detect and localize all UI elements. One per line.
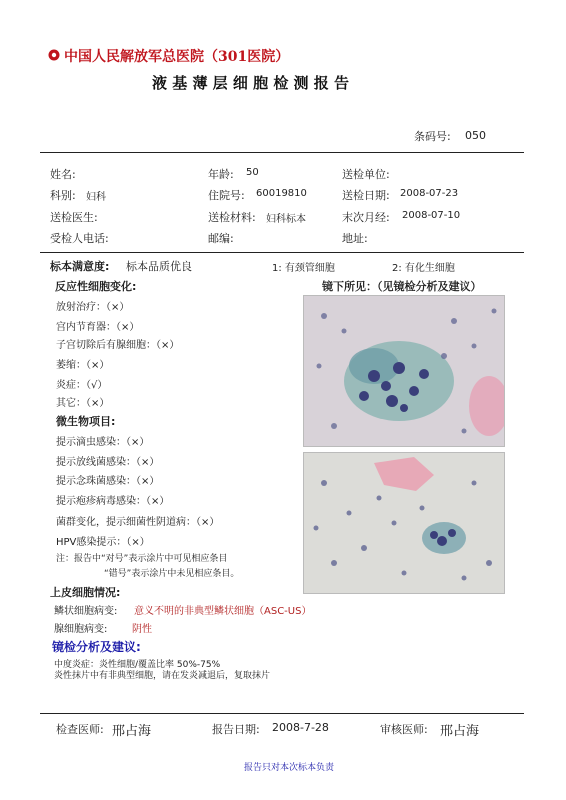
microbe-heading: 微生物项目: bbox=[56, 415, 116, 428]
specimen-item-1: 1: 有颈管细胞 bbox=[272, 263, 335, 274]
phone-label: 受检人电话: bbox=[50, 232, 109, 245]
reactive-item: 宫内节育器：（×） bbox=[56, 322, 140, 333]
cytology-image-2 bbox=[303, 452, 505, 594]
microbe-item: 菌群变化，提示细菌性阴道病：（×） bbox=[56, 517, 220, 528]
reactive-item: 炎症：（√） bbox=[56, 380, 108, 391]
epithelial-heading: 上皮细胞情况: bbox=[50, 586, 121, 599]
barcode-label: 条码号: bbox=[414, 130, 451, 143]
specimen-label: 标本满意度: bbox=[50, 260, 110, 273]
lmp-value: 2008-07-10 bbox=[402, 210, 461, 221]
reactive-item: 放射治疗：（×） bbox=[56, 302, 130, 313]
report-title: 液 基 薄 层 细 胞 检 测 报 告 bbox=[152, 74, 350, 92]
address-label: 地址: bbox=[342, 232, 368, 245]
microbe-item: 提示念珠菌感染：（×） bbox=[56, 476, 160, 487]
reactive-item: 其它：（×） bbox=[56, 398, 110, 409]
micro-heading: 镜下所见：（见镜检分析及建议） bbox=[322, 280, 482, 293]
patient-divider bbox=[40, 252, 524, 253]
squamous-label: 鳞状细胞病变: bbox=[54, 606, 118, 617]
lmp-label: 末次月经: bbox=[342, 211, 390, 224]
gland-label: 腺细胞病变: bbox=[54, 624, 108, 635]
microbe-item: 提示疱疹病毒感染：（×） bbox=[56, 496, 170, 507]
note-line-2: “错号”表示涂片中未见相应条目。 bbox=[104, 569, 240, 579]
unit-label: 送检单位: bbox=[342, 168, 390, 181]
cytology-image-1 bbox=[303, 295, 505, 447]
footer-divider bbox=[40, 713, 524, 714]
gland-value: 阴性 bbox=[132, 624, 152, 635]
date-value: 2008-07-23 bbox=[400, 188, 459, 199]
examiner-label: 检查医师: bbox=[56, 723, 104, 736]
hospital-logo-icon bbox=[48, 49, 60, 61]
note-line-1: 注：报告中“对号”表示涂片中可见相应条目 bbox=[56, 554, 228, 564]
squamous-value: 意义不明的非典型鳞状细胞（ASC-US） bbox=[134, 606, 312, 617]
reactive-item: 萎缩：（×） bbox=[56, 360, 110, 371]
microbe-item: 提示放线菌感染：（×） bbox=[56, 457, 160, 468]
report-date-value: 2008-7-28 bbox=[272, 721, 329, 734]
analysis-heading: 镜检分析及建议: bbox=[52, 640, 141, 654]
reviewer-label: 审核医师: bbox=[380, 723, 428, 736]
microbe-item: HPV感染提示：（×） bbox=[56, 537, 150, 548]
reactive-heading: 反应性细胞变化: bbox=[55, 280, 137, 293]
report-date-label: 报告日期: bbox=[212, 723, 260, 736]
postcode-label: 邮编: bbox=[208, 232, 234, 245]
barcode-value: 050 bbox=[465, 129, 486, 142]
admission-value: 60019810 bbox=[256, 188, 307, 199]
patient-name-label: 姓名: bbox=[50, 168, 76, 181]
date-label: 送检日期: bbox=[342, 189, 390, 202]
reviewer-signature: 邢占海 bbox=[440, 724, 480, 739]
reactive-item: 子宫切除后有腺细胞：（×） bbox=[56, 340, 180, 351]
analysis-line-2: 炎性抹片中有非典型细胞，请在发炎减退后，复取抹片 bbox=[54, 671, 271, 681]
dept-value: 妇科 bbox=[86, 192, 106, 203]
material-label: 送检材料: bbox=[208, 211, 256, 224]
admission-label: 住院号: bbox=[208, 189, 245, 202]
dept-label: 科别: bbox=[50, 189, 76, 202]
specimen-item-2: 2: 有化生细胞 bbox=[392, 263, 455, 274]
age-label: 年龄: bbox=[208, 168, 234, 181]
hospital-name: 中国人民解放军总医院（301医院） bbox=[64, 49, 290, 65]
doctor-label: 送检医生: bbox=[50, 211, 98, 224]
disclaimer: 报告只对本次标本负责 bbox=[244, 763, 335, 773]
age-value: 50 bbox=[246, 167, 259, 178]
examiner-signature: 邢占海 bbox=[112, 724, 152, 739]
material-value: 妇科标本 bbox=[266, 214, 306, 225]
microbe-item: 提示滴虫感染：（×） bbox=[56, 437, 150, 448]
specimen-value: 标本品质优良 bbox=[126, 260, 192, 273]
header-divider bbox=[40, 152, 524, 153]
analysis-line-1: 中度炎症：炎性细胞/覆盖比率 50%-75% bbox=[54, 660, 221, 670]
